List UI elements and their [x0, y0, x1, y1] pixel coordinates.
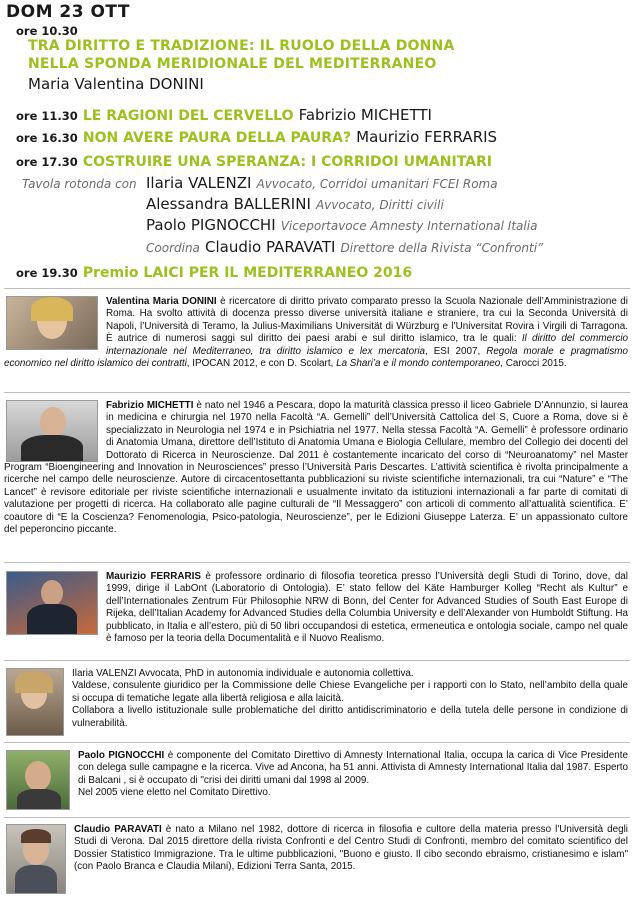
bio-text: Collabora a livello istituzionale sulle problematiche del diritto antidiscriminatorio e della tutela delle persone in condizione di vulnerabilità.	[72, 705, 628, 729]
bio-italic: Regola morale e pragmatismo economico nel diritto islamico dei contratti	[4, 345, 628, 370]
event-speaker: Maria Valentina DONINI	[28, 75, 204, 93]
panelist	[146, 215, 537, 234]
avatar	[6, 571, 98, 635]
event-title: Premio LAICI PER IL MEDITERRANEO 2016	[82, 265, 413, 281]
coordinator-role: Direttore della Rivista “Confronti”	[340, 241, 544, 255]
bio-text: Valdese, consulente giuridico per la Commissione delle Chiese Evangeliche per i rapporti con lo Stato, nell’ambito della quale si occupa di tematiche legate alla libertà religiosa e alla laicità.	[72, 680, 628, 704]
bio-valenzi	[4, 668, 628, 736]
panelist-role: Avvocato, Diritti civili	[315, 198, 444, 212]
bio-name: Ilaria VALENZI	[72, 668, 137, 679]
bio-text: Nel 2005 viene eletto nel Comitato Direttivo.	[78, 787, 271, 799]
event-time: ore 19.30	[16, 266, 78, 280]
panelist-name: Alessandra BALLERINI	[146, 195, 311, 213]
avatar	[6, 668, 64, 736]
coordinator-label: Coordina	[146, 241, 200, 255]
event-row	[16, 151, 492, 170]
event-row	[16, 105, 432, 124]
bio-text	[4, 668, 628, 680]
roundtable-label: Tavola rotonda con	[22, 177, 137, 191]
panelist	[146, 173, 498, 192]
panelist-role: Viceportavoce Amnesty International Italia	[280, 219, 538, 233]
event-title: LE RAGIONI DEL CERVELLO	[82, 108, 294, 124]
event-title: TRA DIRITTO E TRADIZIONE: IL RUOLO DELLA DONNA	[28, 38, 455, 54]
event-speaker: Fabrizio MICHETTI	[298, 106, 432, 124]
divider	[4, 562, 630, 563]
panelist-name: Ilaria VALENZI	[146, 174, 252, 192]
bio-body: è nato a Milano nel 1982, dottore di ricerca in filosofia e cultore della materia presso l'Università degli Studi di Verona. Dal 2015 direttore della rivista Confronti e del Centro Studi di Confronti, membro del comitato scientifico del Dossier Statistico Immigrazione. Tra le ultime pubblicazioni, "Buono e giusto. Il cibo secondo ebraismo, cristianesimo e islam"(con Paolo Branca e Claudia Milani), Edizioni Terra Santa, 2015.	[74, 824, 628, 873]
bio-body: , ESI 2007,	[425, 345, 487, 357]
bio-donini	[4, 296, 628, 370]
divider	[4, 817, 630, 818]
divider	[4, 742, 630, 743]
bio-text	[4, 750, 628, 787]
bio-body: , Carocci 2015.	[500, 358, 567, 370]
event-title: NON AVERE PAURA DELLA PAURA?	[82, 130, 352, 146]
bio-name: Claudio PARAVATI	[74, 824, 162, 835]
bio-body: è nato nel 1946 a Pescara, dopo la maturità classica presso il liceo Gabriele D’Annunzio, si laurea in medicina e chirurgia nel 1970 nella Facoltà “A. Gemelli” dell’Università Cattolica del S, Cuore a Roma, dove si è specializzato in Neurologia nel 1974 e in Psichiatria nel 1977. Nella stessa Facoltà “A. Gemelli” è professore ordinario di Anatomia Umana, direttore dell’Istituto di Anatomia Umana e Biologia Cellulare, membro del Collegio dei docenti del Dottorato di Ricerca in Neuroscienze. Dal 2011 è costantemente incaricato del corso di “Neuroanatomy” nel Master Program “Bioengineering and Innovation in Neurosciences” presso l’Università Paris Descartes. L’attività scientifica è rivolta principalmente a ricerche nel campo delle neuroscienze. Autore di circacentosettanta pubblicazioni su riviste scientifiche internazionali, tra cui “Nature” e “The Lancet” è revisore editoriale per riviste scientifiche internazionali e usualmente invitato da istituzioni internazionali a far parte di comitati di valutazione per progetti di ricerca. Ha collaborato alle pagine culturali de “Il Messaggero” con articoli di commento all’attualità scientifica. E’ coautore di “E la Coscienza? Fenomenologia, Psico-patologia, Neuroscienze”, per le Edizioni Giuseppe Laterza. E’ un appassionato cultore del peperoncino piccante.	[4, 400, 628, 536]
bio-body: è professore ordinario di filosofia teoretica presso l’Università degli Studi di Torino, dove, dal 1999, dirige il LabOnt (Laboratorio di Ontologia). E’ stato fellow del Käte Hamburger Kolleg “Recht als Kultur” e dell’Internationales Zentrum Für Philosophie NRW di Bonn, del Center for Advanced Studies of South East Europe di Rijeka, dell’Italian Academy for Advanced Studies della Columbia University e dell’Alexander von Humboldt Stiftung. Ha pubblicato, in Italia e all’estero, più di 50 libri occupandosi di estetica, ermeneutica e ontologia sociale, campo nel quale è famoso per la teoria della Documentalità e il Nuovo Realismo.	[106, 571, 628, 645]
bio-name: Maurizio FERRARIS	[106, 571, 201, 582]
bio-name: Valentina Maria DONINI	[106, 296, 217, 307]
panelist-role: Avvocato, Corridoi umanitari FCEI Roma	[256, 177, 498, 191]
coordinator	[146, 237, 543, 256]
event-row	[16, 262, 412, 281]
bio-body: , IPOCAN 2012, e con D. Scolart,	[186, 358, 337, 370]
panelist-name: Paolo PIGNOCCHI	[146, 216, 276, 234]
bio-name: Paolo PIGNOCCHI	[78, 750, 165, 761]
event-row	[16, 127, 497, 146]
bio-ferraris	[4, 571, 628, 645]
avatar	[6, 824, 66, 894]
event-speaker: Maurizio FERRARIS	[356, 128, 498, 146]
event-title: NELLA SPONDA MERIDIONALE DEL MEDITERRANEO	[28, 56, 437, 72]
bio-text	[4, 824, 628, 874]
event-time: ore 10.30	[16, 24, 78, 38]
bio-pignocchi	[4, 750, 628, 810]
bio-michetti	[4, 400, 628, 536]
event-time: ore 16.30	[16, 131, 78, 145]
coordinator-name: Claudio PARAVATI	[205, 238, 336, 256]
panelist	[146, 194, 444, 213]
bio-italic: Il diritto del commercio internazionale nel Mediterraneo, tra diritto islamico e lex mercatoria	[106, 333, 629, 357]
bio-paravati	[4, 824, 628, 894]
event-time: ore 11.30	[16, 109, 78, 123]
avatar	[6, 750, 70, 810]
divider	[4, 660, 630, 661]
divider	[4, 288, 630, 289]
event-time: ore 17.30	[16, 155, 78, 169]
bio-body: Avvocata, PhD in autonomia individuale e autonomia collettiva.	[136, 668, 414, 679]
bio-body: è ricercatore di diritto privato comparato presso la Scuola Nazionale dell’Amministrazione di Roma. Ha svolto attività di docenza presso diverse università italiane e straniere, tra cui la Seconda Università di Napoli, l’Università di Teramo, la Julius-Maximilians Universität di Würzburg e l’Universitat Rovira i Virgili di Tarragona. È autrice di numerosi saggi sul diritto dei paesi arabi e sul diritto islamico, tra le quali:	[106, 296, 628, 345]
divider	[4, 392, 630, 393]
day-heading: DOM 23 OTT	[6, 2, 131, 22]
bio-body: è componente del Comitato Direttivo di Amnesty International Italia, occupa la carica di Vice Presidente con delega sulle campagne e la ricerca. Vive ad Ancona, ha 51 anni. Attivista di Amnesty International Italia dal 1987. Esperto di Balcani , si è occupato di "crisi dei diritti umani dal 1998 al 2009.	[78, 750, 628, 786]
bio-italic: La Shari’a e il mondo contemporaneo	[336, 358, 501, 370]
bio-name: Fabrizio MICHETTI	[106, 400, 194, 411]
event-title: COSTRUIRE UNA SPERANZA: I CORRIDOI UMANITARI	[82, 154, 492, 170]
avatar	[6, 296, 98, 350]
avatar	[6, 400, 98, 462]
